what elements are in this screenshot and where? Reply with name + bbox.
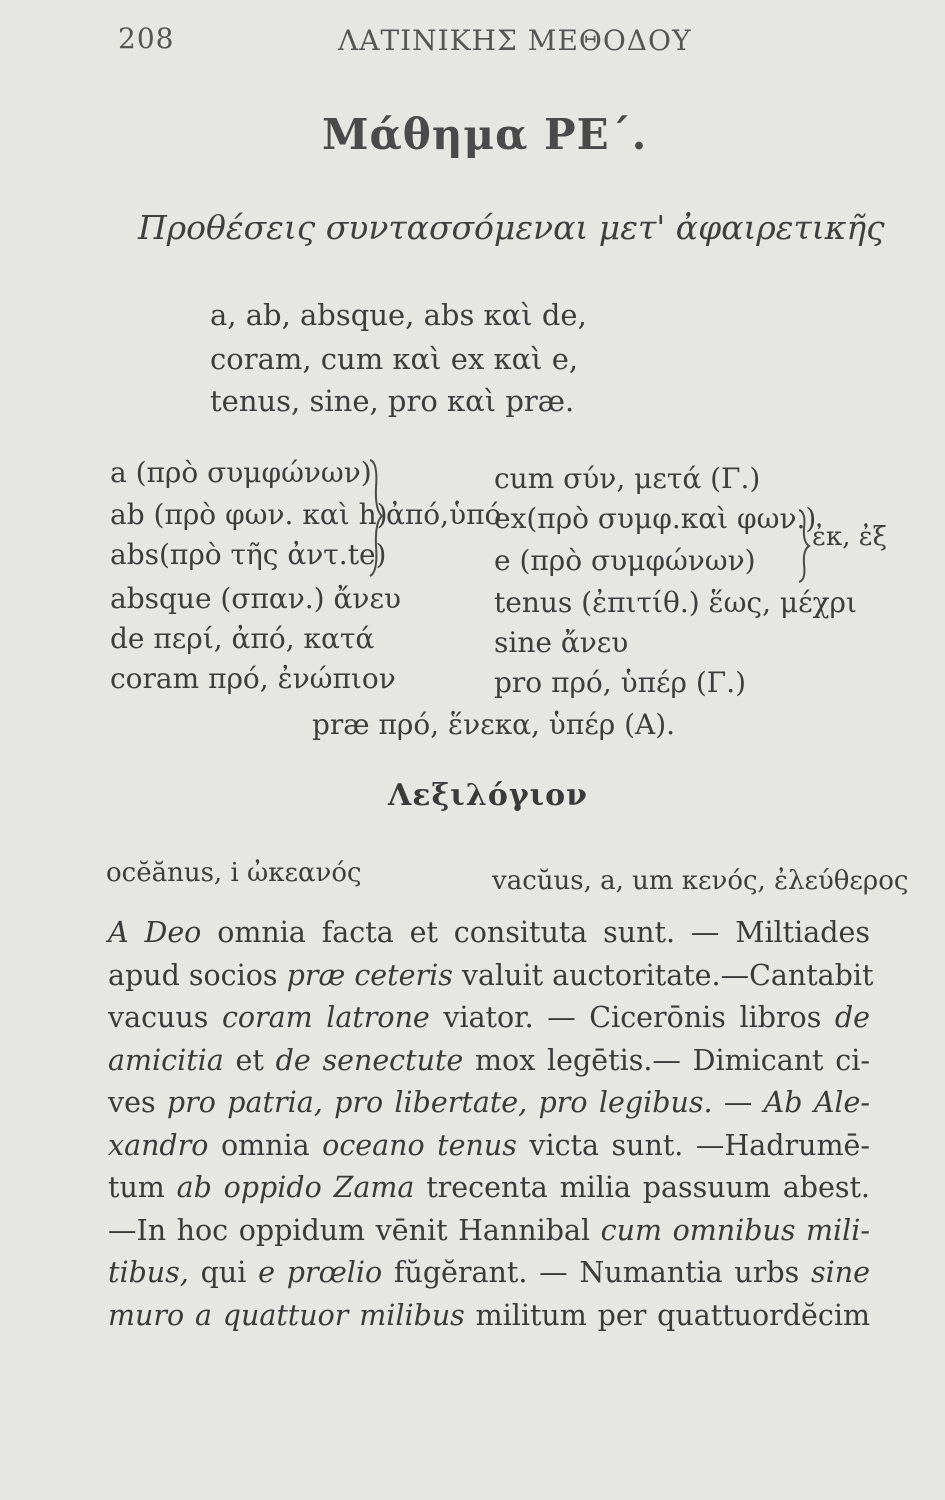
table-left-row: a (πρὸ συμφώνων) <box>110 456 372 489</box>
italic-run: e prœlio <box>258 1256 383 1289</box>
running-title: ΛΑΤΙΝΙΚΗΣ ΜΕΘΟΔΟΥ <box>338 24 692 57</box>
italic-run: pro patria, pro libertate, pro legibus. <box>166 1086 713 1119</box>
left-brace <box>366 458 386 578</box>
italic-run: coram latrone <box>221 1001 430 1034</box>
text-run: omnia <box>208 1128 323 1162</box>
text-run: vacuus <box>108 1001 222 1034</box>
table-right-row: pro πρό, ὑπέρ (Γ.) <box>494 666 747 699</box>
italic-run: ab oppido Zama <box>176 1171 415 1204</box>
text-run: militum per quattuordĕcim <box>464 1298 870 1332</box>
italic-run: xandro <box>108 1128 209 1162</box>
paragraph-line <box>108 1040 870 1083</box>
italic-run: Ab Ale- <box>763 1086 871 1119</box>
italic-run: cum omnibus mili- <box>600 1213 871 1247</box>
verse-line-3: tenus, sine, pro καὶ præ. <box>210 384 575 418</box>
italic-run: tibus, <box>108 1256 189 1289</box>
paragraph-line <box>108 1082 870 1125</box>
lexicon-entry-left: ocĕănus, i ὠκεανός <box>106 858 362 888</box>
text-run: viator. — Cicerōnis libros <box>429 1001 835 1034</box>
text-run: victa sunt. —Hadrumē- <box>516 1128 870 1162</box>
italic-run: præ ceteris <box>286 958 453 992</box>
table-right-row: e (πρὸ συμφώνων) <box>494 544 756 577</box>
lexicon-heading: Λεξιλόγιον <box>388 778 588 813</box>
paragraph-line <box>108 1252 870 1295</box>
text-run: fŭgĕrant. — Numantia urbs <box>382 1256 812 1289</box>
paragraph-line <box>108 912 870 955</box>
table-right-row: sine ἄνευ <box>494 626 629 659</box>
text-run: trecenta milia passuum abest. <box>414 1171 870 1204</box>
verse-line-2: coram, cum καὶ ex καὶ e, <box>210 342 579 376</box>
table-left-row: abs(πρὸ τῆς ἀντ.te) <box>110 538 387 571</box>
exercise-paragraph <box>108 912 874 1337</box>
verse-line-1: a, ab, absque, abs καὶ de, <box>210 298 587 332</box>
left-brace-gloss: ἀπό,ὑπό <box>386 498 502 531</box>
section-subtitle: Προθέσεις συντασσόμεναι μετ' ἀφαιρετικῆς <box>138 208 885 247</box>
table-left-row: absque (σπαν.) ἄνευ <box>110 582 401 615</box>
table-left-row: ab (πρὸ φων. καὶ h) <box>110 498 388 531</box>
text-run: valuit auctoritate.—Cantabit <box>452 958 874 992</box>
table-right-row: cum σύν, μετά (Γ.) <box>494 462 761 495</box>
paragraph-line <box>108 1167 870 1210</box>
table-left-row: de περί, ἀπό, κατά <box>110 622 375 655</box>
table-left-row: coram πρό, ἐνώπιον <box>110 662 396 695</box>
table-right-row: tenus (ἐπιτίθ.) ἕως, μέχρι <box>494 586 857 619</box>
right-brace-gloss: ἐκ, ἐξ <box>812 522 888 552</box>
italic-run: oceano tenus <box>322 1128 517 1162</box>
italic-run: muro a quattuor milibus <box>108 1298 465 1332</box>
text-run: mox legētis.— Dimicant ci- <box>463 1043 870 1077</box>
text-run: ves <box>108 1086 167 1119</box>
italic-run: sine <box>811 1256 870 1289</box>
paragraph-line <box>108 1210 870 1253</box>
paragraph-line <box>108 955 874 998</box>
paragraph-line <box>108 1125 870 1168</box>
right-brace <box>796 508 812 584</box>
page-number: 208 <box>118 22 175 55</box>
lexicon-entry-right: vacŭus, a, um κενός, ἐλεύθερος <box>492 866 909 896</box>
lesson-title: Μάθημα ΡΕ΄. <box>322 110 648 159</box>
text-run: tum <box>108 1171 177 1204</box>
italic-run: A Deo <box>108 916 202 949</box>
text-run: — <box>712 1086 764 1119</box>
paragraph-line <box>108 1295 870 1338</box>
table-right-row: ex(πρὸ συμφ.καὶ φων.) <box>494 502 817 535</box>
italic-run: de senectute <box>275 1043 464 1077</box>
italic-run: amicitia <box>108 1043 224 1077</box>
italic-run: de <box>834 1001 871 1034</box>
text-run: omnia facta et consituta sunt. — Miltiades <box>201 916 870 949</box>
table-last-line: præ πρό, ἕνεκα, ὑπέρ (Α). <box>312 708 676 741</box>
text-run: apud socios <box>108 958 287 992</box>
text-run: qui <box>188 1256 259 1289</box>
text-run: —In hoc oppidum vēnit Hannibal <box>108 1213 601 1247</box>
paragraph-line <box>108 997 870 1040</box>
text-run: et <box>223 1043 276 1077</box>
